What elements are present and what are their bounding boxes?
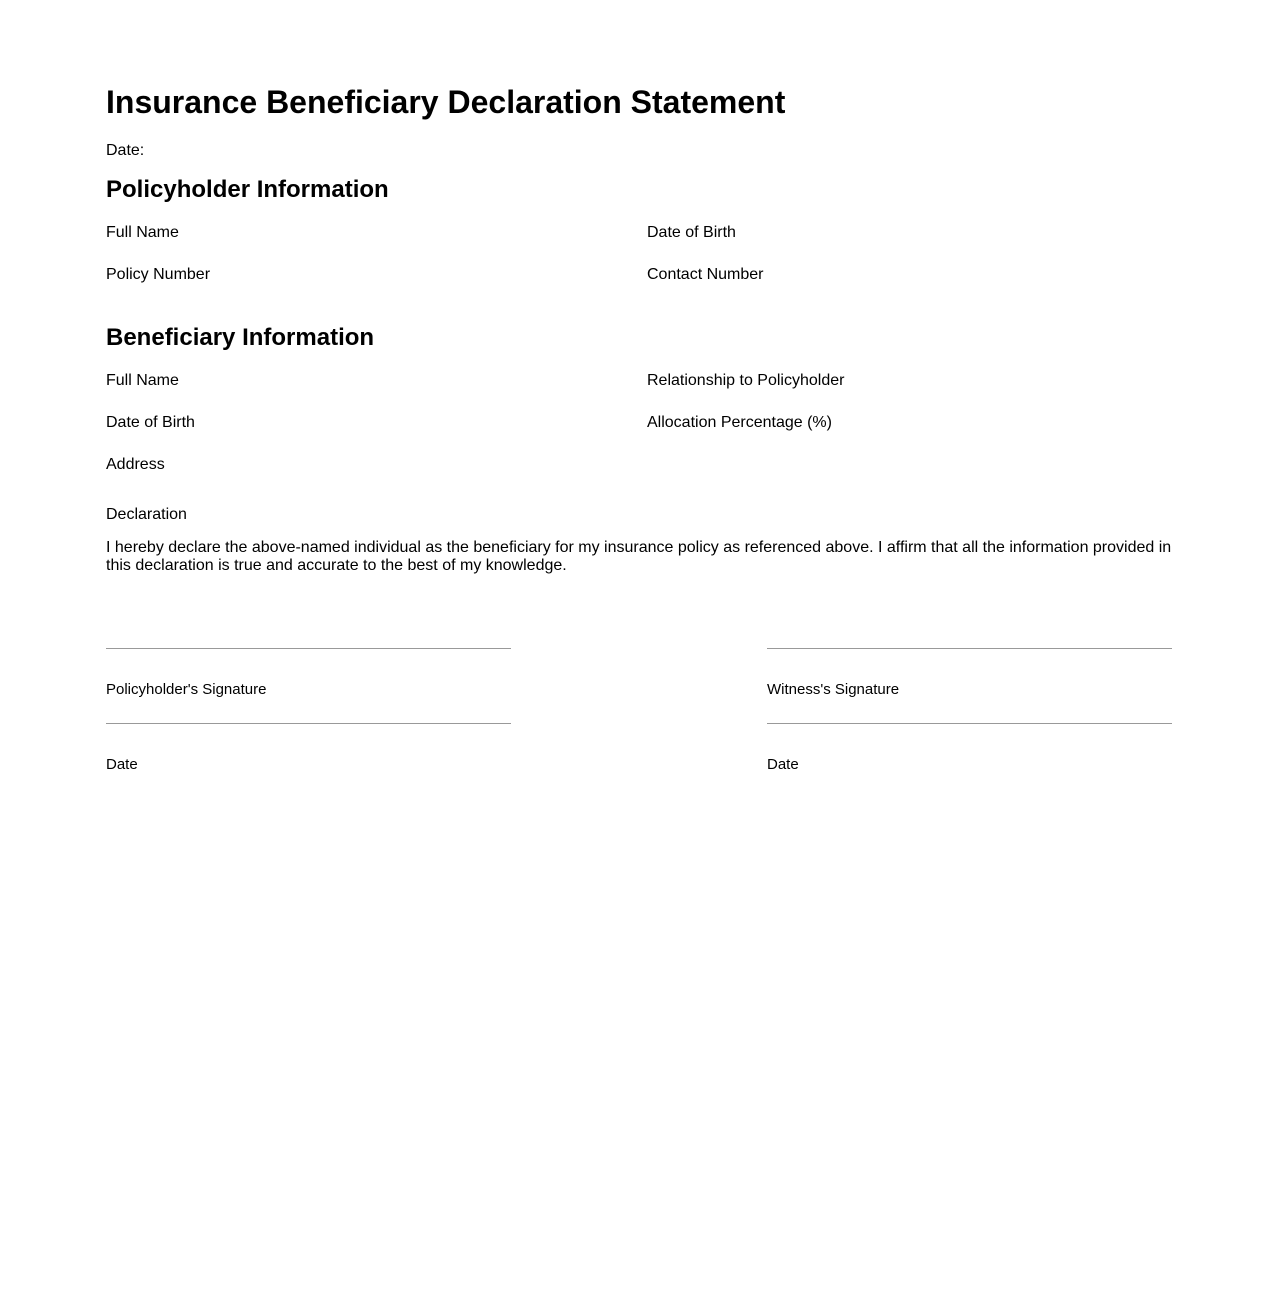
- policyholder-contact-number-field[interactable]: Contact Number: [647, 266, 764, 283]
- policyholder-date-label: Date: [106, 756, 138, 773]
- beneficiary-allocation-percentage-field[interactable]: Allocation Percentage (%): [647, 414, 832, 431]
- beneficiary-date-of-birth-field[interactable]: Date of Birth: [106, 414, 195, 431]
- witness-date-label: Date: [767, 756, 799, 773]
- witness-signature-label: Witness's Signature: [767, 681, 900, 698]
- witness-signature-line[interactable]: [767, 648, 1172, 649]
- policyholder-full-name-field[interactable]: Full Name: [106, 224, 179, 241]
- witness-date-line[interactable]: [767, 723, 1172, 724]
- beneficiary-heading: Beneficiary Information: [106, 324, 375, 351]
- policyholder-policy-number-field[interactable]: Policy Number: [106, 266, 211, 283]
- beneficiary-relationship-field[interactable]: Relationship to Policyholder: [647, 372, 845, 389]
- document-title: Insurance Beneficiary Declaration Statement: [106, 84, 786, 120]
- beneficiary-address-field[interactable]: Address: [106, 456, 165, 473]
- policyholder-signature-line[interactable]: [106, 648, 511, 649]
- policyholder-signature-label: Policyholder's Signature: [106, 681, 267, 698]
- declaration-heading: Declaration: [106, 506, 187, 523]
- policyholder-date-line[interactable]: [106, 723, 511, 724]
- policyholder-heading: Policyholder Information: [106, 176, 389, 203]
- declaration-text: I hereby declare the above-named individual as the beneficiary for my insurance policy as referenced above. I affirm that all the information provided in this declaration is true and accurate to the best of my knowledge.: [106, 539, 1172, 574]
- document-date-label: Date:: [106, 142, 145, 159]
- policyholder-date-of-birth-field[interactable]: Date of Birth: [647, 224, 736, 241]
- beneficiary-full-name-field[interactable]: Full Name: [106, 372, 179, 389]
